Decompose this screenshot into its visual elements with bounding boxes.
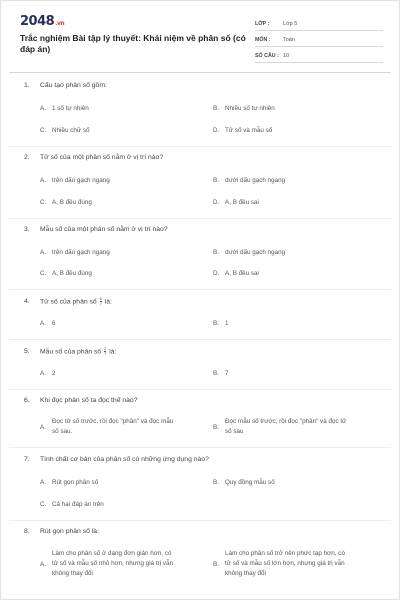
fraction-numerator: 2 — [104, 346, 107, 351]
question-divider — [9, 218, 391, 219]
option-letter: B. — [213, 249, 219, 256]
question-4 — [24, 297, 112, 306]
option-8b[interactable] — [213, 549, 385, 579]
option-text: A, B đều đúng — [52, 199, 92, 206]
option-1d[interactable] — [213, 127, 272, 134]
option-letter: D. — [213, 127, 220, 134]
option-letter: C. — [40, 199, 47, 206]
option-text — [52, 549, 173, 579]
option-letter: A. — [40, 177, 46, 184]
fraction-numerator: 6 — [99, 296, 102, 301]
option-5a[interactable] — [40, 370, 56, 377]
option-letter: A. — [40, 479, 46, 486]
option-letter: B. — [213, 105, 219, 112]
option-letter: B. — [213, 479, 219, 486]
question-number: 4. — [24, 298, 30, 306]
meta-row-subject — [255, 33, 383, 47]
question-3 — [24, 226, 168, 233]
logo-text: 2048 — [20, 14, 55, 29]
option-text — [52, 417, 173, 437]
option-text: 7 — [225, 370, 229, 377]
option-text: trên dấu gạch ngang — [52, 177, 110, 184]
option-letter: B. — [213, 177, 219, 184]
meta-row-class — [255, 17, 383, 31]
question-number: 2. — [24, 154, 30, 161]
option-text: 2 — [52, 370, 56, 377]
option-text: 1 — [225, 320, 229, 327]
question-text: Cấu tạo phân số gồm: — [40, 82, 107, 89]
option-text: 6 — [52, 320, 56, 327]
option-6b[interactable] — [213, 417, 385, 437]
question-divider — [9, 339, 391, 340]
option-letter: B. — [213, 320, 219, 327]
option-3d[interactable] — [213, 270, 259, 277]
option-text: trên dấu gạch ngang — [52, 249, 110, 256]
question-text: Tử số của phân số — [40, 298, 97, 306]
option-text: Nhiều số tự nhiên — [225, 105, 275, 112]
option-text: A, B đều sai — [225, 270, 259, 277]
option-letter: B. — [213, 370, 219, 377]
option-line: Đọc tử số trước, rồi đọc "phần" và đọc mẫu — [52, 418, 174, 425]
option-letter: C. — [40, 501, 47, 508]
option-letter: A. — [40, 423, 46, 431]
meta-value: Lớp 5 — [283, 20, 298, 27]
option-6a[interactable] — [40, 417, 210, 437]
meta-info — [255, 17, 383, 65]
option-4b[interactable] — [213, 320, 229, 327]
option-text: A, B đều đúng — [52, 270, 92, 277]
option-letter: A. — [40, 370, 46, 377]
question-number: 3. — [24, 226, 30, 233]
option-1b[interactable] — [213, 105, 275, 112]
option-letter: A. — [40, 105, 46, 112]
option-letter: C. — [40, 127, 47, 134]
option-text: Quy đồng mẫu số — [225, 479, 275, 486]
question-text: Mẫu số của phân số — [40, 348, 102, 356]
option-text: A, B đều sai — [225, 199, 259, 206]
question-6 — [24, 397, 138, 404]
option-3a[interactable] — [40, 249, 110, 256]
option-letter: D. — [213, 199, 220, 206]
option-line: số sau — [225, 428, 244, 435]
fraction — [104, 347, 106, 356]
meta-value: Toán — [283, 36, 295, 43]
question-divider — [9, 146, 391, 147]
logo-suffix: .vn — [55, 20, 65, 27]
fraction — [100, 297, 102, 306]
option-text: Nhiều chữ số — [52, 127, 90, 134]
option-7b[interactable] — [213, 479, 275, 486]
option-4a[interactable] — [40, 320, 56, 327]
question-text: là: — [104, 298, 112, 306]
option-line: không thay đổi — [52, 570, 93, 577]
option-1c[interactable] — [40, 127, 89, 134]
question-divider — [9, 447, 391, 448]
question-number: 8. — [24, 528, 30, 535]
option-letter: A. — [40, 320, 46, 327]
meta-row-count — [255, 49, 383, 63]
question-2 — [24, 154, 163, 161]
option-5b[interactable] — [213, 370, 229, 377]
question-divider — [9, 389, 391, 390]
option-2d[interactable] — [213, 199, 259, 206]
option-text: 1 số tự nhiên — [52, 105, 89, 112]
question-text: Mẫu số của một phân số nằm ở vị trí nào? — [40, 226, 168, 233]
question-text: Khi đọc phân số ta đọc thế nào? — [40, 397, 138, 404]
option-text: Tử số và mẫu số — [225, 127, 273, 134]
header-divider — [9, 72, 391, 73]
option-text: dưới dấu gạch ngang — [225, 249, 286, 256]
question-8 — [24, 528, 99, 535]
question-text: Rút gọn phân số là: — [40, 528, 99, 535]
option-letter: A. — [40, 560, 46, 568]
option-7c[interactable] — [40, 501, 104, 508]
meta-key: MÔN : — [255, 36, 271, 43]
fraction-denominator: 7 — [104, 351, 107, 356]
option-2c[interactable] — [40, 199, 92, 206]
option-7a[interactable] — [40, 479, 98, 486]
question-1 — [24, 82, 107, 89]
question-5 — [24, 347, 116, 356]
option-2a[interactable] — [40, 177, 110, 184]
question-number: 1. — [24, 82, 30, 89]
option-line: số sau. — [52, 428, 73, 435]
option-3c[interactable] — [40, 270, 92, 277]
question-divider — [9, 289, 391, 290]
option-text: Rút gọn phân số — [52, 479, 99, 486]
meta-value: 10 — [283, 52, 290, 59]
meta-key: SỐ CÂU : — [255, 52, 279, 59]
option-line: tử số và mẫu số nhỏ hơn, nhưng giá trị vẫn — [52, 560, 174, 567]
document-title: Trắc nghiệm Bài tập lý thuyết: Khái niệm về phân số (có đáp án) — [20, 33, 246, 54]
option-letter: A. — [40, 249, 46, 256]
option-text — [225, 549, 345, 579]
meta-key: LỚP : — [255, 20, 270, 27]
option-text: dưới dấu gạch ngang — [225, 177, 286, 184]
option-letter: C. — [40, 270, 47, 277]
option-8a[interactable] — [40, 549, 210, 579]
option-line: Làm cho phân số trở nên phức tạp hơn, có — [225, 550, 345, 557]
option-line: không thay đổi — [225, 570, 266, 577]
question-7 — [24, 456, 209, 463]
option-line: tử số và mẫu số lớn hơn, nhưng giá trị vẫn — [225, 560, 345, 567]
option-letter: B. — [213, 560, 219, 568]
question-number: 7. — [24, 456, 30, 463]
question-text: Tử số của một phân số nằm ở vị trí nào? — [40, 154, 164, 161]
question-number: 5. — [24, 348, 30, 356]
question-text: Tính chất cơ bản của phân số có những ứng dụng nào? — [40, 456, 209, 463]
option-3b[interactable] — [213, 249, 285, 256]
question-number: 6. — [24, 397, 30, 404]
option-letter: B. — [213, 423, 219, 431]
option-text: Cả hai đáp án trên — [52, 501, 104, 508]
question-divider — [9, 520, 391, 521]
fraction-denominator: 7 — [99, 301, 102, 306]
option-2b[interactable] — [213, 177, 285, 184]
option-line: Làm cho phân số ở dạng đơn giản hơn, có — [52, 550, 172, 557]
option-line: Đọc mẫu số trước, rồi đọc "phần" và đọc tử — [225, 418, 347, 425]
option-text — [225, 417, 346, 437]
option-letter: D. — [213, 270, 220, 277]
option-1a[interactable] — [40, 105, 89, 112]
site-logo[interactable] — [20, 14, 64, 29]
question-text: là: — [109, 348, 117, 356]
